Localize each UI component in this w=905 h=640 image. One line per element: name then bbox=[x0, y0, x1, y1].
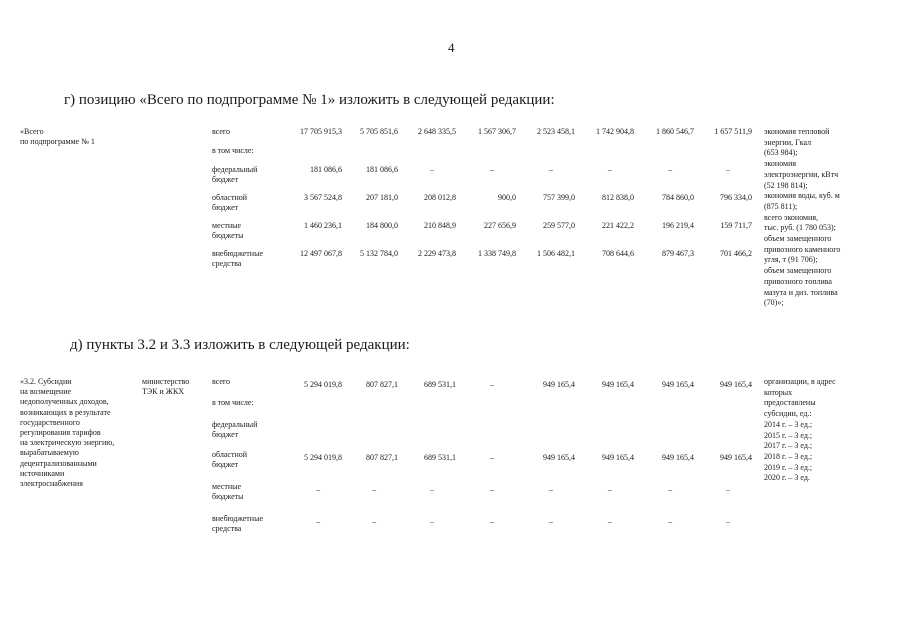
table-cell-value: – bbox=[490, 485, 494, 494]
funding-source-label: в том числе: bbox=[212, 146, 254, 155]
funding-source-label: средства bbox=[212, 524, 242, 533]
measure-name-line: возникающих в результате bbox=[20, 407, 111, 417]
funding-source-label: в том числе: bbox=[212, 398, 254, 407]
heading-d: д) пункты 3.2 и 3.3 изложить в следующей редакции: bbox=[70, 337, 410, 353]
expected-result-line: экономия воды, куб. м bbox=[764, 191, 840, 201]
table-cell-value: – bbox=[668, 485, 672, 494]
table-cell-value: – bbox=[490, 380, 494, 389]
expected-result-line: тыс. руб. (1 780 053); bbox=[764, 223, 836, 233]
table-cell-value: – bbox=[726, 517, 730, 526]
table-cell-value: 259 577,0 bbox=[543, 221, 575, 230]
table-cell-value: 949 165,4 bbox=[543, 453, 575, 462]
table-cell-value: – bbox=[549, 165, 553, 174]
table-cell-value: 807 827,1 bbox=[366, 453, 398, 462]
table-cell-value: 5 294 019,8 bbox=[304, 453, 342, 462]
funding-source-label: бюджет bbox=[212, 203, 239, 212]
measure-name-line: недополученных доходов, bbox=[20, 397, 109, 407]
program-name-line: по подпрограмме № 1 bbox=[20, 137, 95, 146]
table-cell-value: 879 467,3 bbox=[662, 249, 694, 258]
funding-source-label: внебюджетные bbox=[212, 249, 263, 258]
table-cell-value: – bbox=[372, 517, 376, 526]
table-cell-value: 900,0 bbox=[498, 193, 516, 202]
table-cell-value: 1 506 482,1 bbox=[537, 249, 575, 258]
table-cell-value: 1 860 546,7 bbox=[656, 127, 694, 136]
funding-source-label: областной bbox=[212, 193, 248, 202]
table-cell-value: 208 012,8 bbox=[424, 193, 456, 202]
table-cell-value: 2 229 473,8 bbox=[418, 249, 456, 258]
table-cell-value: 949 165,4 bbox=[662, 453, 694, 462]
table-cell-value: 207 181,0 bbox=[366, 193, 398, 202]
table-cell-value: 689 531,1 bbox=[424, 453, 456, 462]
table-cell-value: – bbox=[726, 165, 730, 174]
page-number: 4 bbox=[448, 40, 455, 55]
measure-name-line: вырабатываемую bbox=[20, 448, 79, 458]
funding-source-label: внебюджетные bbox=[212, 514, 263, 523]
executor-line: министерство bbox=[142, 377, 190, 386]
expected-result-line: 2018 г. – 3 ед.; bbox=[764, 451, 813, 461]
measure-name-line: государственного bbox=[20, 417, 80, 427]
table-cell-value: 757 399,0 bbox=[543, 193, 575, 202]
table-cell-value: – bbox=[490, 517, 494, 526]
measure-name-line: децентрализованными bbox=[20, 458, 97, 468]
expected-result-line: (52 198 814); bbox=[764, 180, 808, 190]
expected-result-line: объем замещенного bbox=[764, 234, 832, 243]
table-cell-value: 3 567 524,8 bbox=[304, 193, 342, 202]
expected-result-line: 2019 г. – 3 ед.; bbox=[764, 462, 813, 472]
table-cell-value: 949 165,4 bbox=[720, 380, 752, 389]
table-cell-value: 949 165,4 bbox=[662, 380, 694, 389]
funding-source-label: средства bbox=[212, 259, 242, 268]
executor-line: ТЭК и ЖКХ bbox=[142, 387, 185, 396]
table-cell-value: 784 860,0 bbox=[662, 193, 694, 202]
table-cell-value: – bbox=[316, 485, 320, 494]
funding-source-label: бюджеты bbox=[212, 492, 244, 501]
table-cell-value: 184 800,0 bbox=[366, 221, 398, 230]
funding-source-label: всего bbox=[212, 127, 231, 136]
measure-name-line: источниками bbox=[20, 468, 65, 478]
expected-result-line: мазута и диз. топлива bbox=[764, 287, 838, 297]
table-cell-value: 949 165,4 bbox=[720, 453, 752, 462]
table-cell-value: 17 705 915,3 bbox=[300, 127, 342, 136]
table-cell-value: 796 334,0 bbox=[720, 193, 752, 202]
table-cell-value: 701 466,2 bbox=[720, 249, 752, 258]
measure-name-line: на электрическую энергию, bbox=[20, 438, 115, 448]
funding-source-label: бюджет bbox=[212, 430, 239, 439]
expected-result-line: (875 811); bbox=[764, 201, 798, 211]
program-name-line: «Всего bbox=[20, 127, 44, 136]
expected-result-line: которых bbox=[764, 387, 793, 397]
expected-result-line: объем замещенного bbox=[764, 266, 832, 276]
table-cell-value: 1 567 306,7 bbox=[478, 127, 516, 136]
expected-result-line: (70)»; bbox=[764, 298, 784, 308]
table-cell-value: – bbox=[430, 517, 434, 526]
expected-result-line: экономия тепловой bbox=[764, 127, 830, 136]
funding-source-label: федеральный bbox=[212, 420, 258, 429]
table-cell-value: 1 657 511,9 bbox=[714, 127, 752, 136]
funding-source-label: областной bbox=[212, 450, 248, 459]
funding-source-label: местные bbox=[212, 221, 242, 230]
table-cell-value: 5 294 019,8 bbox=[304, 380, 342, 389]
table-cell-value: – bbox=[549, 485, 553, 494]
expected-result-line: энергии, Гкал bbox=[764, 137, 812, 147]
table-cell-value: – bbox=[726, 485, 730, 494]
table-cell-value: 181 086,6 bbox=[310, 165, 342, 174]
table-cell-value: 5 132 784,0 bbox=[360, 249, 398, 258]
expected-result-line: всего экономия, bbox=[764, 212, 819, 222]
table-cell-value: 807 827,1 bbox=[366, 380, 398, 389]
funding-source-label: местные bbox=[212, 482, 242, 491]
table-cell-value: – bbox=[608, 517, 612, 526]
measure-name-line: на возмещение bbox=[20, 387, 72, 397]
funding-source-label: бюджеты bbox=[212, 231, 244, 240]
expected-result-line: привозного топлива bbox=[764, 276, 832, 286]
table-cell-value: 1 338 749,8 bbox=[478, 249, 516, 258]
table-cell-value: – bbox=[372, 485, 376, 494]
table-cell-value: 1 742 904,8 bbox=[596, 127, 634, 136]
measure-name-line: «3.2. Субсидии bbox=[20, 377, 72, 386]
table-cell-value: 949 165,4 bbox=[602, 380, 634, 389]
table-cell-value: 159 711,7 bbox=[720, 221, 752, 230]
table-cell-value: 181 086,6 bbox=[366, 165, 398, 174]
table-cell-value: – bbox=[608, 485, 612, 494]
table-cell-value: 12 497 067,8 bbox=[300, 249, 342, 258]
expected-result-line: 2015 г. – 3 ед.; bbox=[764, 430, 813, 440]
table-cell-value: 1 460 236,1 bbox=[304, 221, 342, 230]
funding-source-label: федеральный bbox=[212, 165, 258, 174]
table-cell-value: – bbox=[316, 517, 320, 526]
expected-result-line: организации, в адрес bbox=[764, 377, 836, 386]
table-cell-value: – bbox=[490, 453, 494, 462]
expected-result-line: угля, т (91 706); bbox=[764, 255, 818, 265]
table-cell-value: – bbox=[549, 517, 553, 526]
table-cell-value: 708 644,6 bbox=[602, 249, 634, 258]
expected-result-line: привозного каменного bbox=[764, 244, 841, 254]
expected-result-line: (653 984); bbox=[764, 148, 798, 158]
expected-result-line: 2014 г. – 3 ед.; bbox=[764, 419, 813, 429]
expected-result-line: электроэнергии, кВтч bbox=[764, 169, 839, 179]
expected-result-line: экономия bbox=[764, 159, 797, 169]
table-cell-value: 196 219,4 bbox=[662, 221, 694, 230]
table-cell-value: 949 165,4 bbox=[602, 453, 634, 462]
table-cell-value: 689 531,1 bbox=[424, 380, 456, 389]
table-cell-value: 227 656,9 bbox=[484, 221, 516, 230]
table-cell-value: 5 705 851,6 bbox=[360, 127, 398, 136]
expected-result-line: 2020 г. – 3 ед. bbox=[764, 473, 810, 483]
table-cell-value: 812 838,0 bbox=[602, 193, 634, 202]
expected-result-line: предоставлены bbox=[764, 398, 816, 408]
table-cell-value: 221 422,2 bbox=[602, 221, 634, 230]
table-cell-value: 2 648 335,5 bbox=[418, 127, 456, 136]
expected-result-line: 2017 г. – 3 ед.; bbox=[764, 441, 813, 451]
table-cell-value: – bbox=[490, 165, 494, 174]
heading-g: г) позицию «Всего по подпрограмме № 1» изложить в следующей редакции: bbox=[64, 92, 555, 108]
measure-name-line: регулирования тарифов bbox=[20, 428, 101, 437]
funding-source-label: бюджет bbox=[212, 460, 239, 469]
funding-source-label: бюджет bbox=[212, 175, 239, 184]
table-cell-value: – bbox=[668, 165, 672, 174]
measure-name-line: электроснабжения bbox=[20, 479, 83, 488]
expected-result-line: субсидии, ед.: bbox=[764, 409, 812, 419]
table-cell-value: – bbox=[668, 517, 672, 526]
table-cell-value: – bbox=[608, 165, 612, 174]
table-cell-value: 210 848,9 bbox=[424, 221, 456, 230]
table-cell-value: – bbox=[430, 485, 434, 494]
table-cell-value: – bbox=[430, 165, 434, 174]
table-cell-value: 949 165,4 bbox=[543, 380, 575, 389]
table-cell-value: 2 523 458,1 bbox=[537, 127, 575, 136]
funding-source-label: всего bbox=[212, 377, 231, 386]
